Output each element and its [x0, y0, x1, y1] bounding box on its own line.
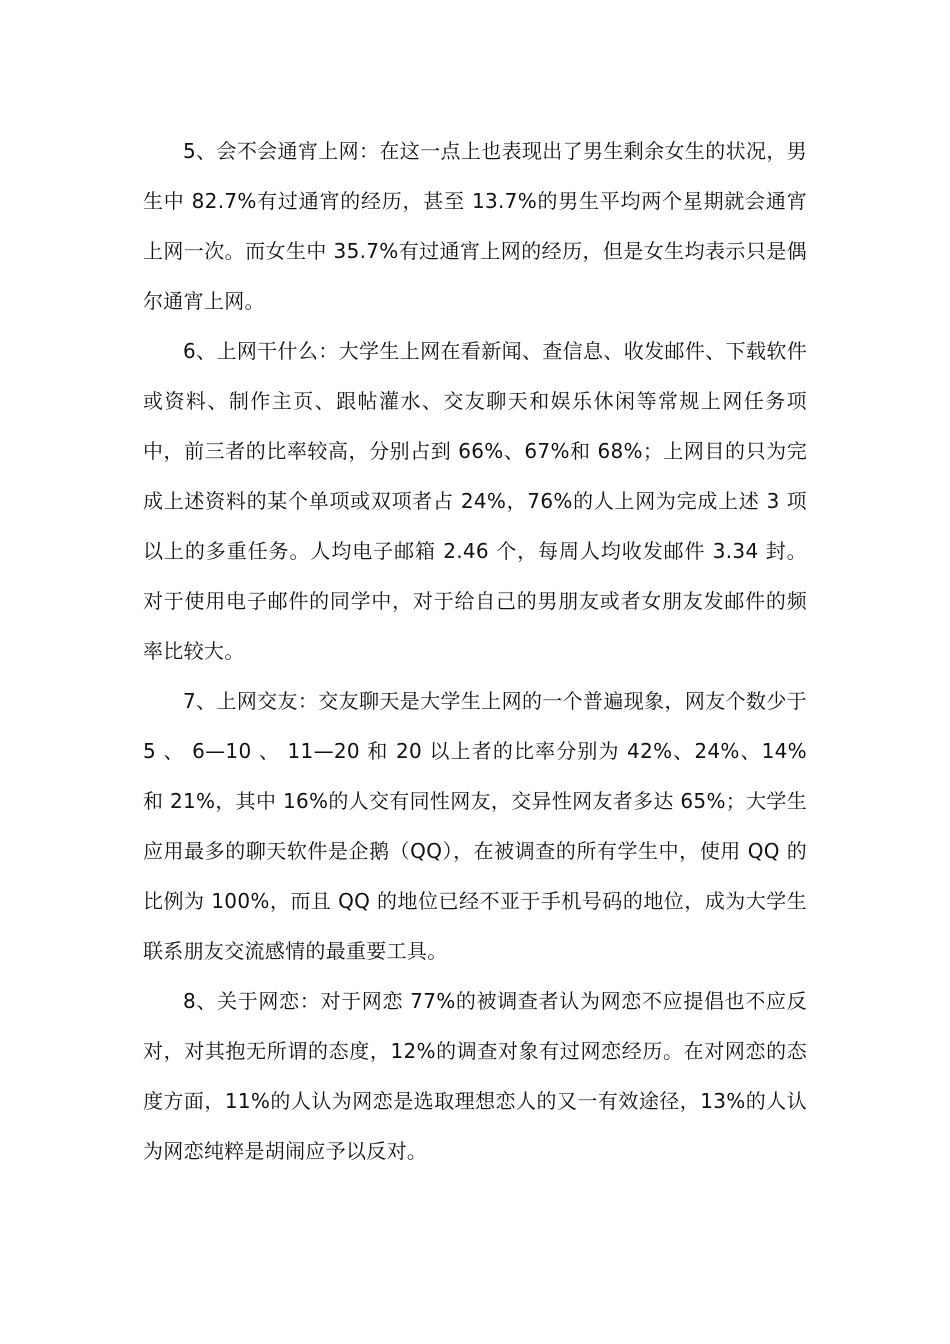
- document-page: [143, 126, 807, 1176]
- paragraph-7-online-friends: 7、上网交友：交友聊天是大学生上网的一个普遍现象，网友个数少于 5 、 6—10 、 11—20 和 20 以上者的比率分别为 42%、24%、14%和 21%，其中 16%的人交有同性网友，交异性网友者多达 65%；大学生应用最多的聊天软件是企鹅（QQ），在被调查的所有学生中，使用 QQ 的比例为 100%，而且 QQ 的地位已经不亚于手机号码的地位，成为大学生联系朋友交流感情的最重要工具。: [143, 689, 807, 963]
- paragraph-5-overnight-online: 5、会不会通宵上网：在这一点上也表现出了男生剩余女生的状况，男生中 82.7%有过通宵的经历，甚至 13.7%的男生平均两个星期就会通宵上网一次。而女生中 35.7%有过通宵上网的经历，但是女生均表示只是偶尔通宵上网。: [143, 139, 807, 313]
- paragraph-6-online-activities: 6、上网干什么：大学生上网在看新闻、查信息、收发邮件、下载软件或资料、制作主页、跟帖灌水、交友聊天和娱乐休闲等常规上网任务项中，前三者的比率较高，分别占到 66%、67%和 68%；上网目的只为完成上述资料的某个单项或双项者占 24%，76%的人上网为完成上述 3 项以上的多重任务。人均电子邮箱 2.46 个，每周人均收发邮件 3.34 封。对于使用电子邮件的同学中，对于给自己的男朋友或者女朋友发邮件的频率比较大。: [143, 339, 807, 663]
- paragraph-8-online-romance: 8、关于网恋：对于网恋 77%的被调查者认为网恋不应提倡也不应反对，对其抱无所谓的态度，12%的调查对象有过网恋经历。在对网恋的态度方面，11%的人认为网恋是选取理想恋人的又一有效途径，13%的人认为网恋纯粹是胡闹应予以反对。: [143, 989, 807, 1163]
